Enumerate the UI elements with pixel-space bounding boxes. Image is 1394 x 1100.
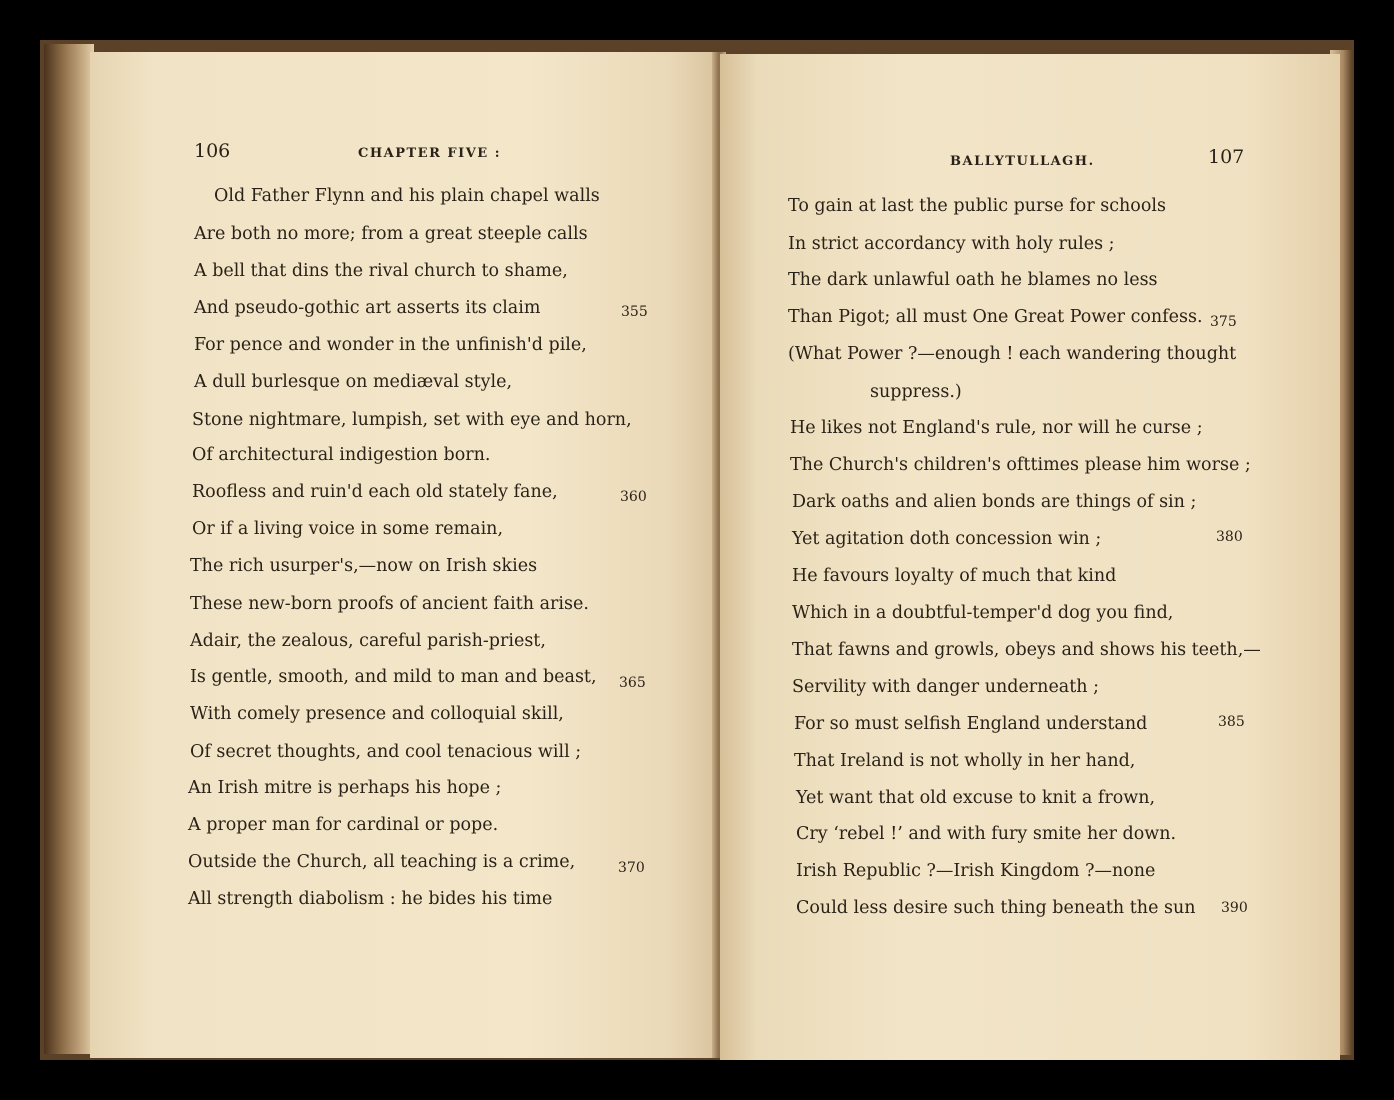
verse-line: That Ireland is not wholly in her hand, — [794, 751, 1136, 771]
line-number: 355 — [621, 304, 648, 320]
line-number: 375 — [1210, 314, 1237, 330]
verse-line: The dark unlawful oath he blames no less — [788, 270, 1158, 290]
verse-line: Servility with danger underneath ; — [792, 677, 1099, 697]
verse-line: He favours loyalty of much that kind — [792, 566, 1117, 586]
line-number: 365 — [619, 675, 646, 691]
verse-line: Could less desire such thing beneath the sun — [796, 898, 1196, 918]
verse-line: Roofless and ruin'd each old stately fane, — [192, 482, 558, 502]
left-page-edges — [44, 44, 94, 1054]
left-page — [90, 52, 718, 1058]
verse-line: Adair, the zealous, careful parish-priest, — [190, 631, 546, 651]
verse-line: Dark oaths and alien bonds are things of sin ; — [792, 492, 1197, 512]
page-number: 107 — [1208, 146, 1245, 168]
verse-line: Are both no more; from a great steeple calls — [194, 224, 588, 244]
verse-line: With comely presence and colloquial skill, — [190, 704, 564, 724]
verse-line: Stone nightmare, lumpish, set with eye and horn, — [192, 410, 632, 430]
verse-line: Cry ‘rebel !’ and with fury smite her down. — [796, 824, 1177, 844]
verse-line: Than Pigot; all must One Great Power confess. — [788, 307, 1203, 327]
line-number: 360 — [620, 489, 647, 505]
verse-line: Yet want that old excuse to knit a frown, — [796, 788, 1156, 808]
verse-line: Or if a living voice in some remain, — [192, 519, 504, 539]
verse-line: Of secret thoughts, and cool tenacious will ; — [190, 742, 582, 762]
verse-line: Old Father Flynn and his plain chapel walls — [214, 186, 600, 206]
running-head: CHAPTER FIVE : — [358, 146, 502, 161]
verse-line: Is gentle, smooth, and mild to man and beast, — [190, 667, 597, 687]
verse-line: The Church's children's ofttimes please him worse ; — [790, 455, 1251, 475]
verse-line: A proper man for cardinal or pope. — [188, 815, 499, 835]
verse-line: An Irish mitre is perhaps his hope ; — [188, 778, 502, 798]
line-number: 390 — [1221, 900, 1248, 916]
line-number: 380 — [1216, 529, 1243, 545]
verse-line: Of architectural indigestion born. — [192, 445, 491, 465]
verse-line: Irish Republic ?—Irish Kingdom ?—none — [796, 861, 1156, 881]
verse-line: (What Power ?—enough ! each wandering thought — [788, 344, 1237, 364]
verse-line: For pence and wonder in the unfinish'd pile, — [194, 335, 587, 355]
verse-line: These new-born proofs of ancient faith arise. — [190, 594, 589, 614]
verse-line: Outside the Church, all teaching is a crime, — [188, 852, 576, 872]
verse-line: Yet agitation doth concession win ; — [792, 529, 1102, 549]
verse-line: The rich usurper's,—now on Irish skies — [190, 556, 538, 576]
verse-line: In strict accordancy with holy rules ; — [788, 234, 1115, 254]
verse-line: A dull burlesque on mediæval style, — [194, 372, 513, 392]
verse-line: To gain at last the public purse for schools — [788, 196, 1166, 216]
verse-line: A bell that dins the rival church to shame, — [194, 261, 568, 281]
verse-line: Which in a doubtful-temper'd dog you find, — [792, 603, 1174, 623]
page-number: 106 — [194, 140, 231, 162]
verse-line: That fawns and growls, obeys and shows his teeth,— — [792, 640, 1261, 660]
line-number: 370 — [618, 860, 645, 876]
line-number: 385 — [1218, 714, 1245, 730]
right-page — [720, 54, 1340, 1060]
verse-line: For so must selfish England understand — [794, 714, 1148, 734]
verse-line: All strength diabolism : he bides his time — [188, 889, 553, 909]
running-head: BALLYTULLAGH. — [950, 154, 1095, 169]
verse-line: suppress.) — [870, 382, 962, 402]
verse-line: And pseudo-gothic art asserts its claim — [194, 298, 541, 318]
verse-line: He likes not England's rule, nor will he curse ; — [790, 418, 1203, 438]
